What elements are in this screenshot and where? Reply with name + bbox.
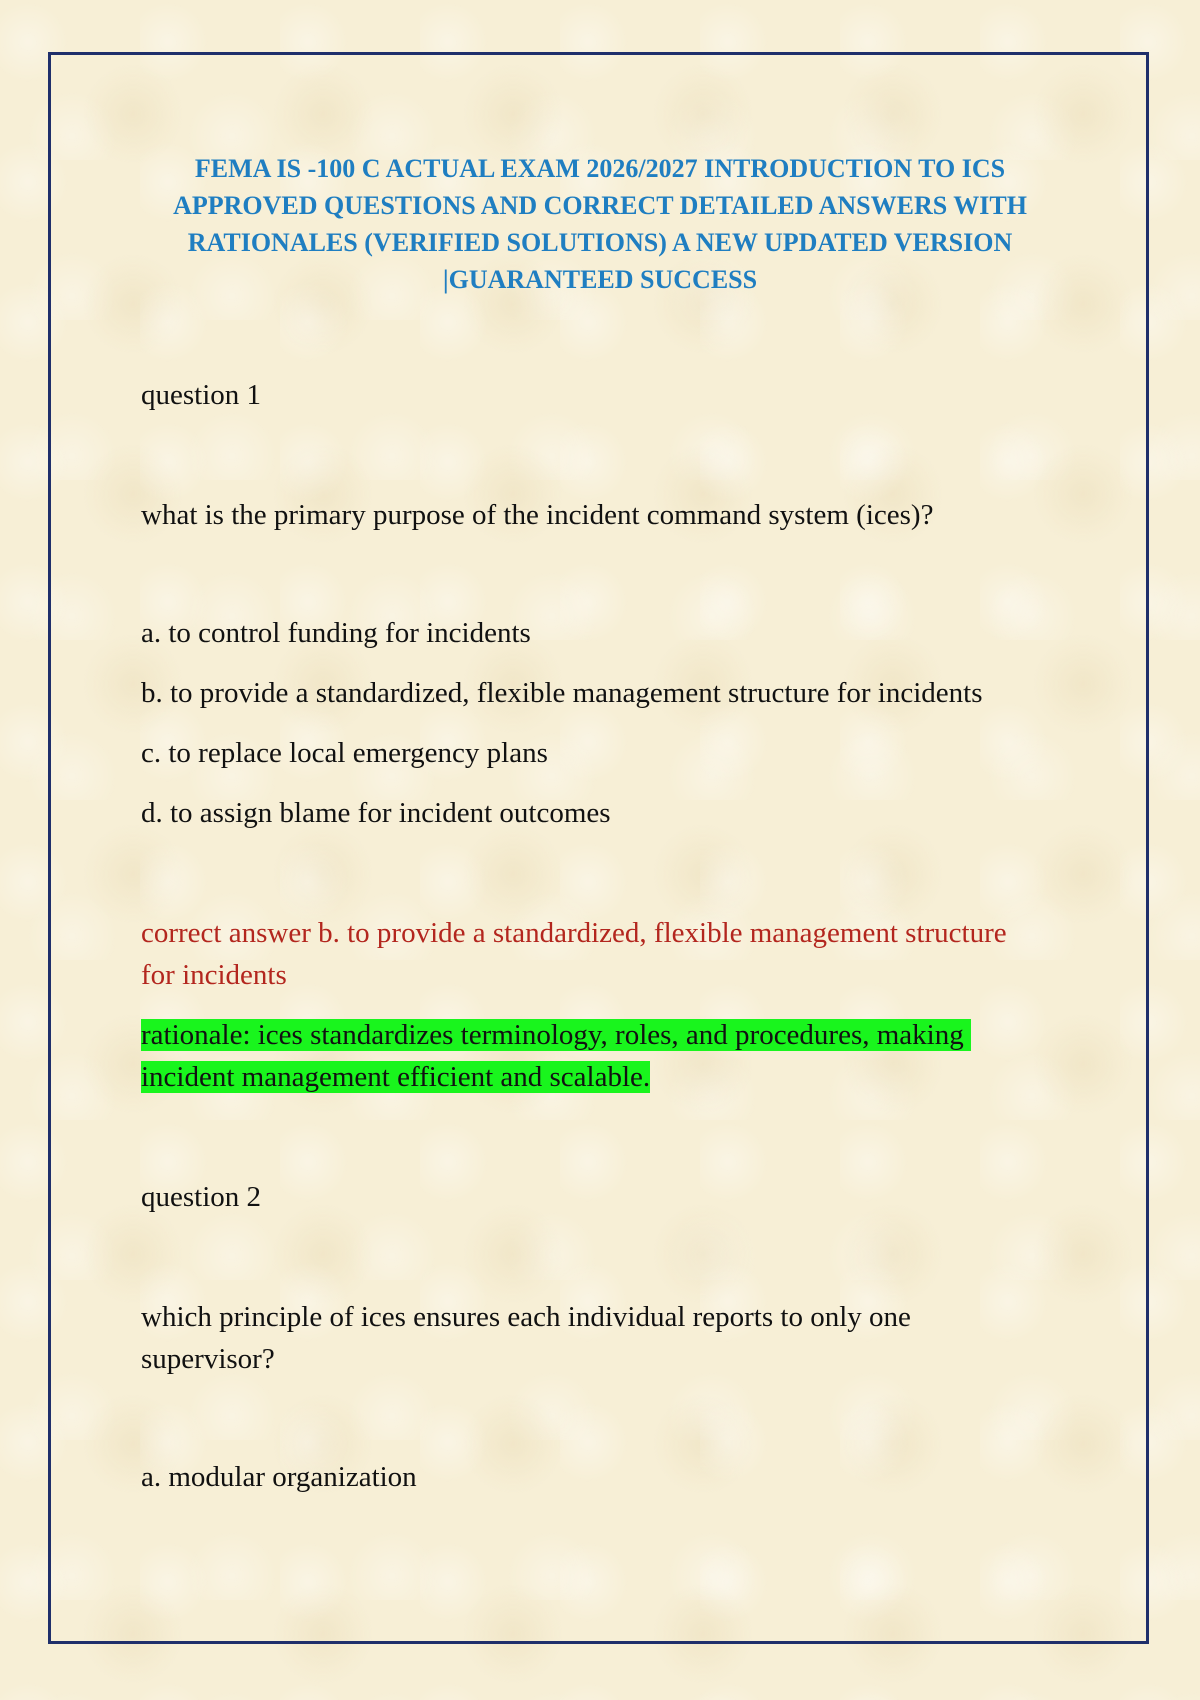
question-1-option-b: b. to provide a standardized, flexible management structure for incidents bbox=[141, 677, 983, 709]
rationale-highlight: rationale: ices standardizes terminology, roles, and procedures, making incident management efficient and scalable. bbox=[141, 1019, 971, 1093]
question-1-option-c: c. to replace local emergency plans bbox=[141, 737, 548, 769]
question-2-heading: question 2 bbox=[141, 1181, 262, 1213]
question-1-prompt: what is the primary purpose of the incident command system (ices)? bbox=[141, 499, 934, 531]
question-1-heading: question 1 bbox=[141, 379, 262, 411]
question-1-rationale bbox=[141, 1014, 1041, 1098]
question-1-correct-answer: correct answer b. to provide a standardized, flexible management structure for incidents bbox=[141, 917, 1014, 991]
question-1-option-a: a. to control funding for incidents bbox=[141, 617, 531, 649]
question-2-option-a: a. modular organization bbox=[141, 1461, 417, 1493]
question-2-prompt: which principle of ices ensures each individual reports to only one supervisor? bbox=[141, 1301, 919, 1375]
document-title: FEMA IS -100 C ACTUAL EXAM 2026/2027 INTRODUCTION TO ICS APPROVED QUESTIONS AND CORRECT DETAILED ANSWERS WITH RATIONALES (VERIFIED SOLUTIONS) A NEW UPDATED VERSION |GUARANTEED SUCCESS bbox=[173, 154, 1027, 294]
question-1-option-d: d. to assign blame for incident outcomes bbox=[141, 797, 611, 829]
